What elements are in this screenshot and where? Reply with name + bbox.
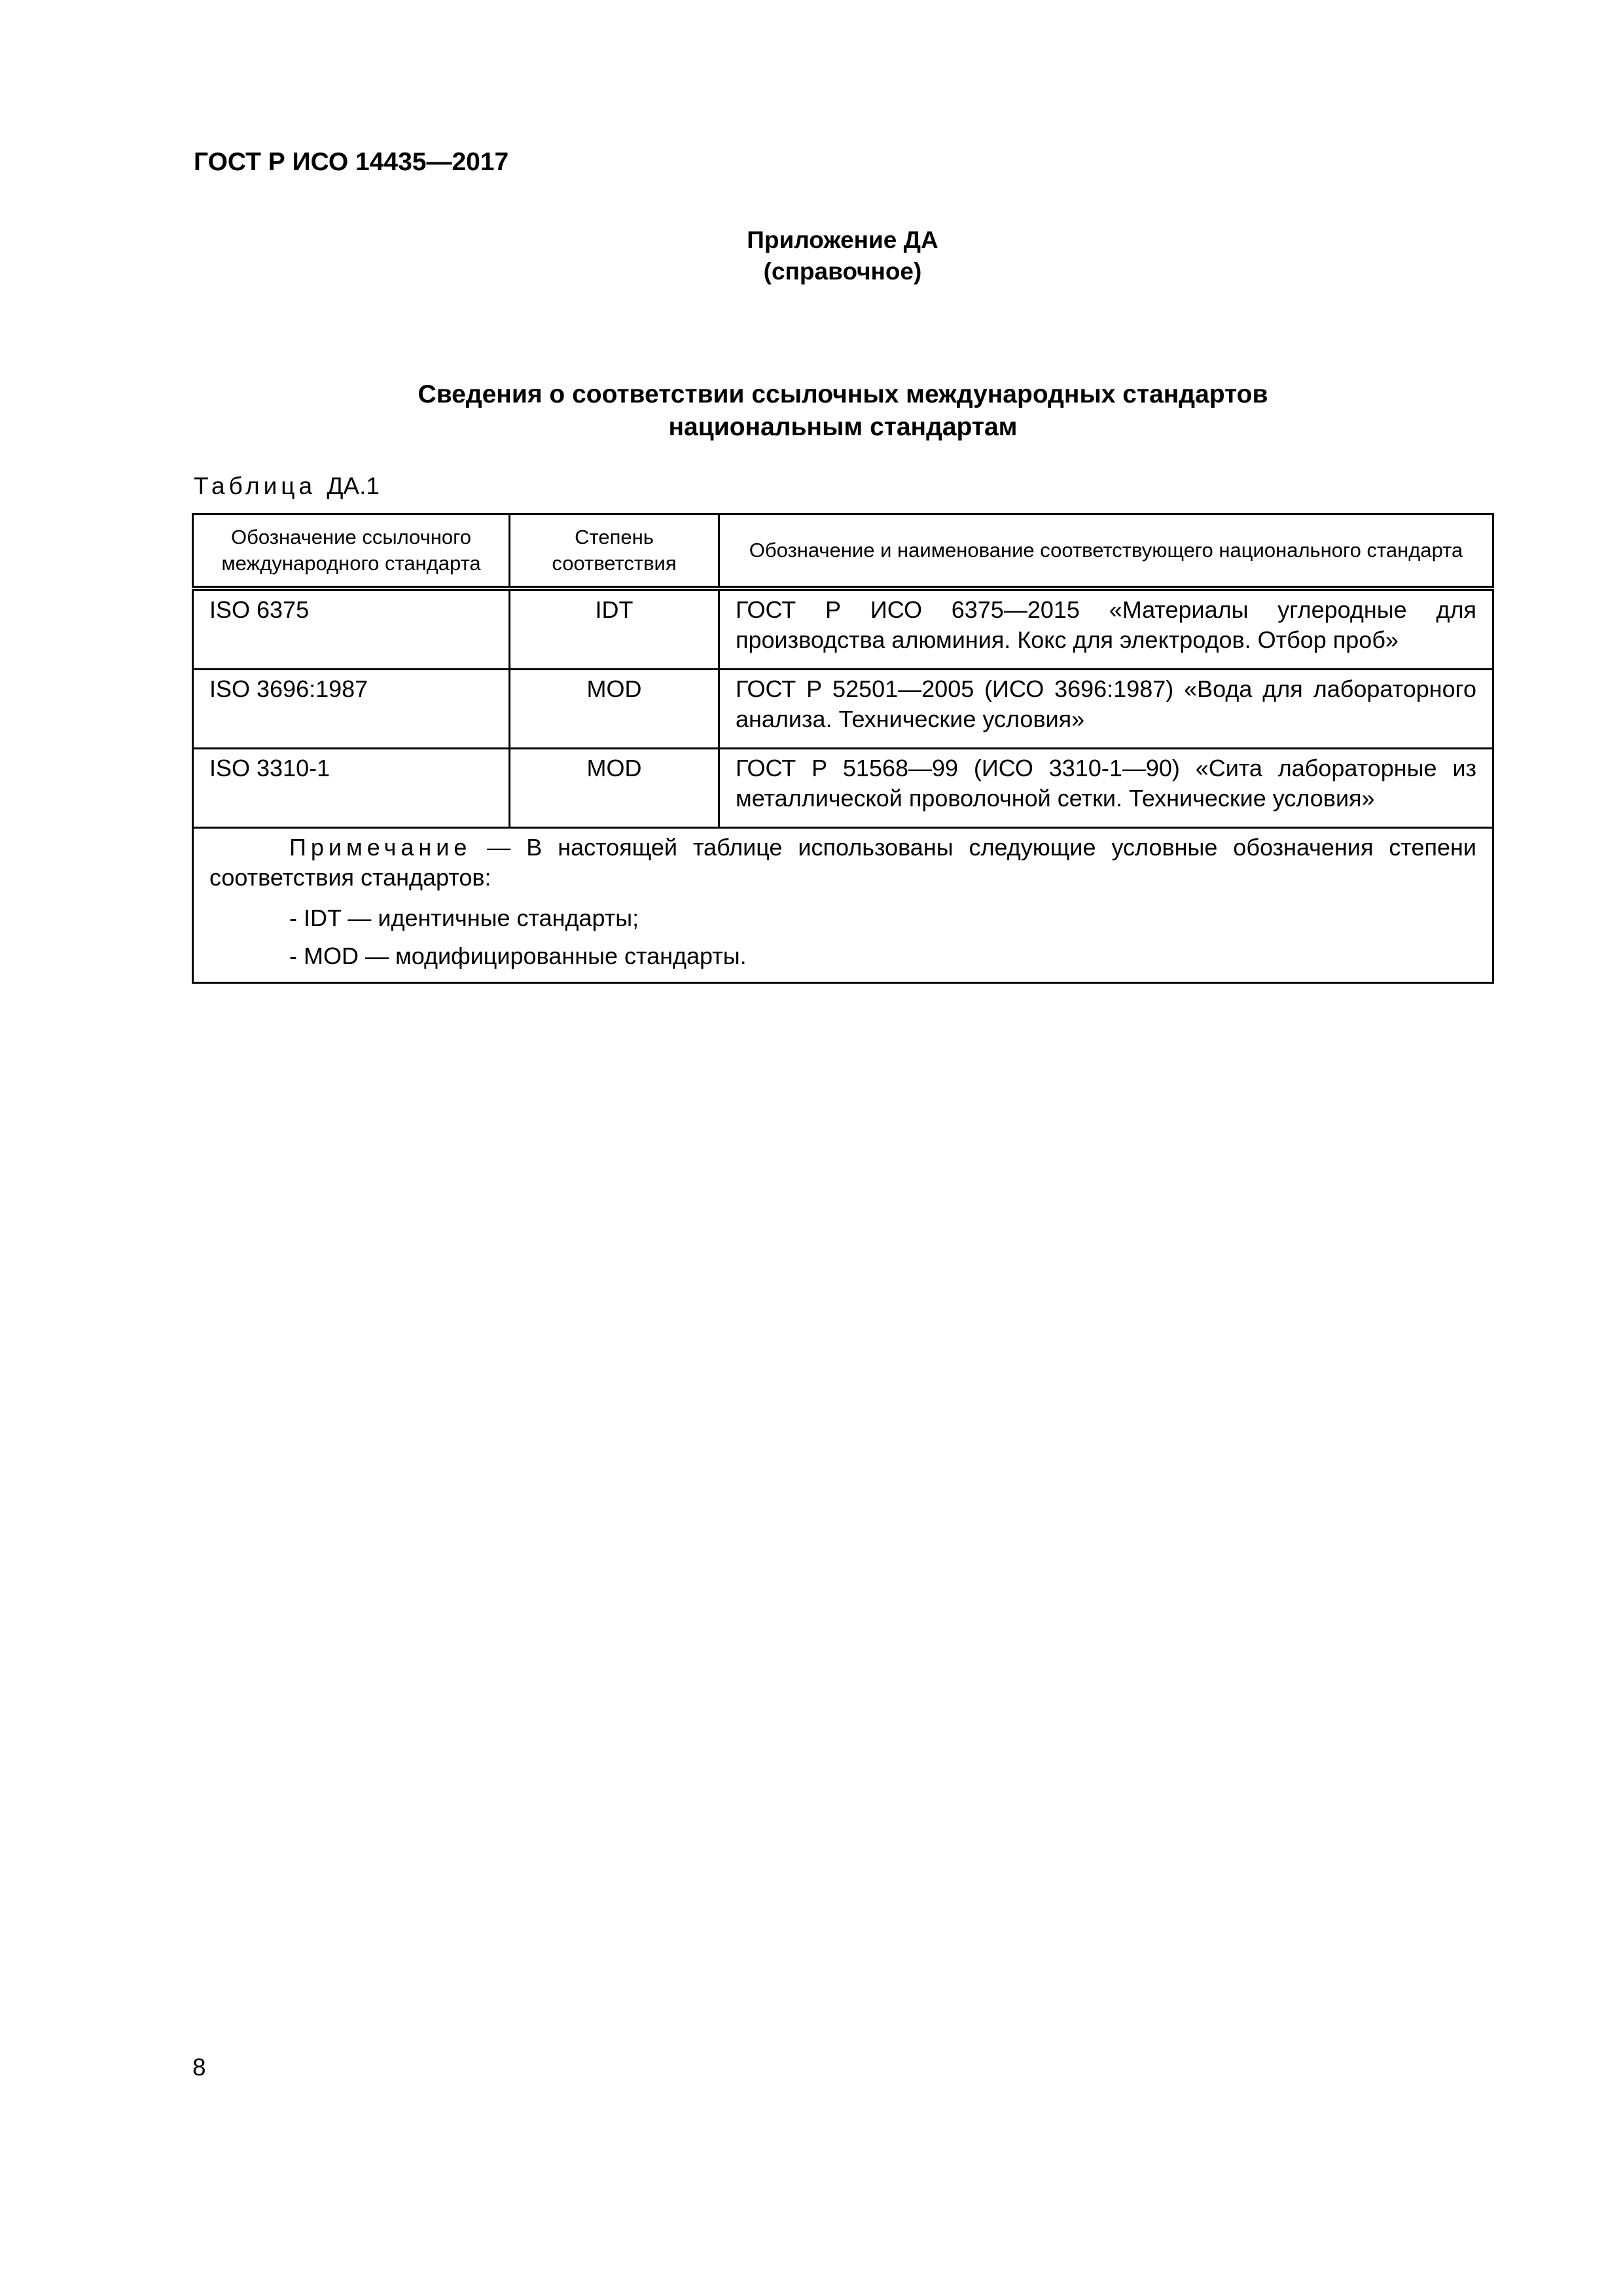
national-standard-cell: ГОСТ Р 52501—2005 (ИСО 3696:1987) «Вода для лабораторного анализа. Технические условия» <box>719 670 1493 749</box>
appendix-heading <box>710 224 975 287</box>
correspondence-table <box>192 513 1494 984</box>
table-header-row <box>193 514 1493 589</box>
document-code-header: ГОСТ Р ИСО 14435—2017 <box>194 148 509 176</box>
header-international-standard: Обозначение ссылочного международного стандарта <box>193 514 510 589</box>
note-list-item: - MOD — модифицированные стандарты. <box>289 942 747 969</box>
section-title <box>194 378 1492 444</box>
table-row <box>193 588 1493 670</box>
national-standard-cell: ГОСТ Р 51568—99 (ИСО 3310-1—90) «Сита лабораторные из металлической проволочной сетки. Технические условия» <box>719 749 1493 828</box>
national-standard-cell: ГОСТ Р ИСО 6375—2015 «Материалы углеродные для производства алюминия. Кокс для электродов. Отбор проб» <box>719 588 1493 670</box>
table-label-word: Таблица <box>194 473 317 499</box>
header-national-standard: Обозначение и наименование соответствующего национального стандарта <box>719 514 1493 589</box>
section-title-line-1: Сведения о соответствии ссылочных международных стандартов <box>418 380 1268 408</box>
table-note-row <box>193 828 1493 983</box>
international-standard-cell: ISO 3696:1987 <box>193 670 510 749</box>
note-list-item: - IDT — идентичные стандарты; <box>289 905 639 931</box>
note-paragraph <box>209 833 1476 893</box>
table-note <box>193 828 1493 983</box>
page-number: 8 <box>192 2054 206 2081</box>
international-standard-cell: ISO 6375 <box>193 588 510 670</box>
section-title-line-2: национальным стандартам <box>668 413 1018 441</box>
table-row <box>193 749 1493 828</box>
degree-cell: MOD <box>510 749 719 828</box>
note-list <box>209 899 1476 975</box>
international-standard-cell: ISO 3310-1 <box>193 749 510 828</box>
degree-cell: IDT <box>510 588 719 670</box>
appendix-title: Приложение ДА <box>747 226 938 253</box>
degree-cell: MOD <box>510 670 719 749</box>
header-degree-of-correspondence: Степень соответствия <box>510 514 719 589</box>
table-label <box>194 473 380 500</box>
table-row <box>193 670 1493 749</box>
note-heading: Примечание <box>289 834 472 861</box>
table-label-number: ДА.1 <box>327 473 380 499</box>
note-text: — В настоящей таблице использованы следующие условные обозначения степени соответствия стандартов: <box>209 834 1476 891</box>
appendix-type: (справочное) <box>763 258 922 285</box>
